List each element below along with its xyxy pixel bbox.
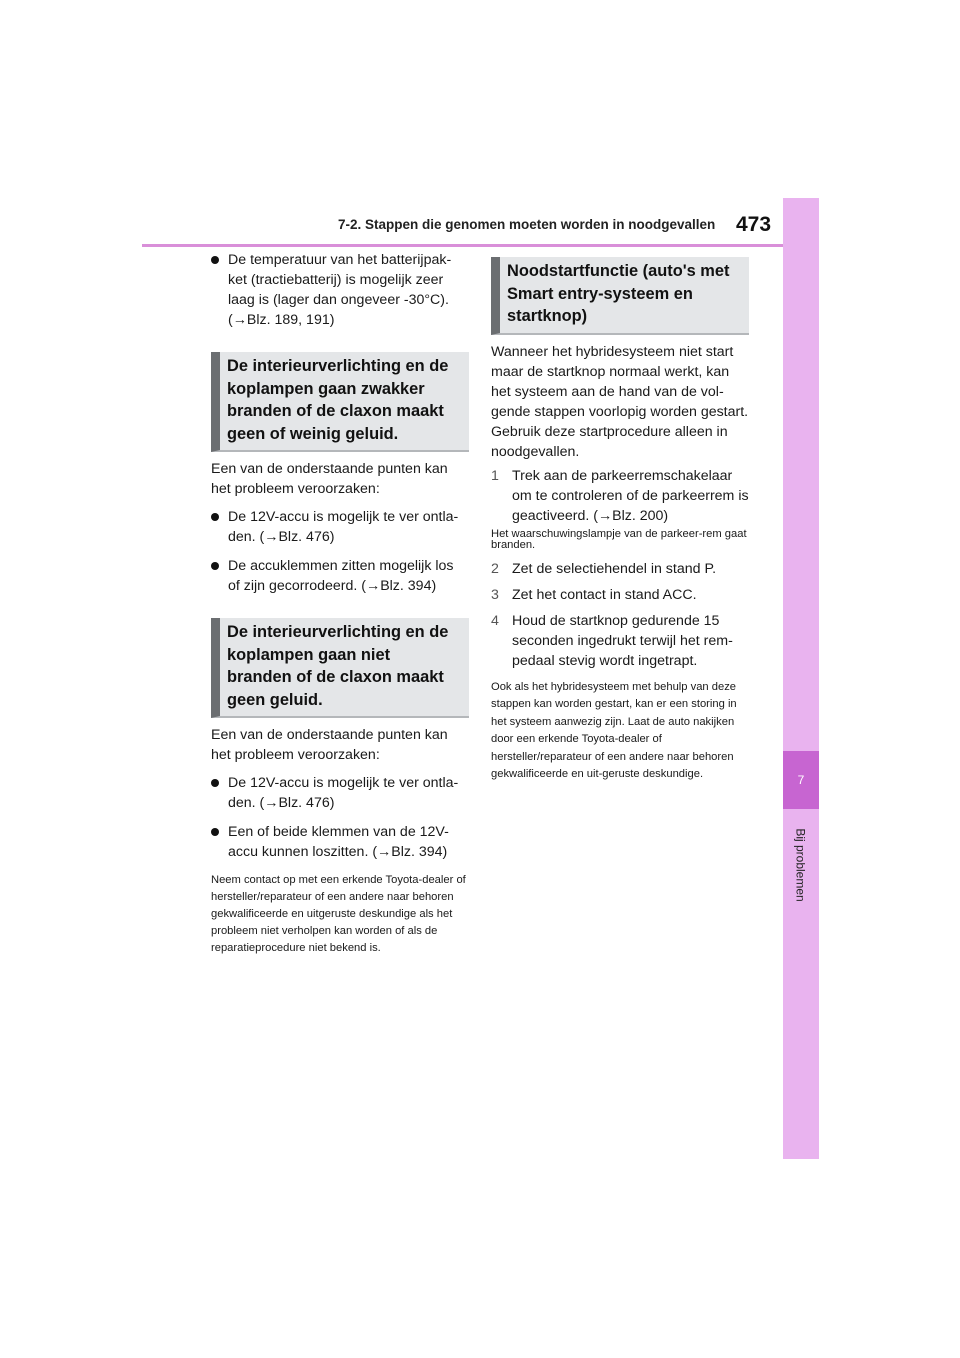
chapter-number-box bbox=[783, 751, 819, 809]
step-number: 2 bbox=[491, 560, 499, 577]
section-heading-box bbox=[211, 618, 469, 718]
bullet-dot-icon bbox=[211, 256, 219, 264]
section-heading: Noodstartfunctie (auto's met Smart entry-systeem en startknop) bbox=[507, 262, 730, 325]
page-header-title: 7-2. Stappen die genomen moeten worden in noodgevallen bbox=[338, 217, 716, 232]
section-heading-box bbox=[211, 352, 469, 452]
bullet-dot-icon bbox=[211, 562, 219, 570]
header-divider bbox=[142, 244, 783, 247]
step-item bbox=[491, 611, 749, 671]
page-number: 473 bbox=[736, 213, 772, 236]
chapter-side-tab bbox=[783, 198, 819, 1159]
step-text: Houd de startknop gedurende 15 seconden ingedrukt terwijl het rem-pedaal stevig wordt ingetrapt. bbox=[512, 612, 733, 669]
section-heading: De interieurverlichting en de koplampen gaan zwakker branden of de claxon maakt geen of weinig geluid. bbox=[227, 357, 449, 443]
chapter-number: 7 bbox=[797, 773, 805, 787]
bullet-dot-icon bbox=[211, 513, 219, 521]
bullet-dot-icon bbox=[211, 828, 219, 836]
intro-bullet bbox=[211, 250, 469, 330]
chapter-label-container bbox=[778, 820, 824, 910]
section-heading: De interieurverlichting en de koplampen gaan niet branden of de claxon maakt geen geluid. bbox=[227, 623, 449, 709]
bullet-text: De 12V-accu is mogelijk te ver ontla-den. (→Blz. 476) bbox=[228, 775, 459, 811]
bullet-text: De temperatuur van het batterijpak-ket (tractiebatterij) is mogelijk zeer laag is (lager dan ongeveer -30°C). (→Blz. 189, 191) bbox=[228, 252, 452, 328]
left-column bbox=[211, 250, 469, 957]
step-text: Trek aan de parkeerremschakelaar om te controleren of de parkeerrem is geactiveerd. (→Blz. 200) bbox=[512, 467, 749, 524]
section-note: Neem contact op met een erkende Toyota-dealer of hersteller/reparateur of een andere naar behoren gekwalificeerde en uitgeruste deskundige als het probleem niet verholpen kan worden of als de reparatieprocedure niet bekend is. bbox=[211, 874, 466, 954]
bullet-text: Een of beide klemmen van de 12V-accu kunnen loszitten. (→Blz. 394) bbox=[228, 824, 449, 860]
section-intro: Een van de onderstaande punten kan het probleem veroorzaken: bbox=[211, 461, 448, 497]
step-number: 1 bbox=[491, 467, 499, 484]
step-item bbox=[491, 559, 749, 579]
bullet-text: De accuklemmen zitten mogelijk los of zijn gecorrodeerd. (→Blz. 394) bbox=[228, 558, 454, 594]
step-item bbox=[491, 466, 749, 526]
section-heading-box bbox=[491, 257, 749, 335]
section-intro-emergency: Gebruik deze startprocedure alleen in noodgevallen. bbox=[491, 423, 728, 460]
list-item bbox=[211, 556, 469, 596]
section-note: Ook als het hybridesysteem met behulp van deze stappen kan worden gestart, kan er een storing in het systeem aanwezig zijn. Laat de auto nakijken door een erkende Toyota-dealer of hersteller/reparateur of een andere naar behoren gekwalificeerde en uit-geruste deskundige. bbox=[491, 680, 737, 780]
list-item bbox=[211, 773, 469, 813]
step-number: 4 bbox=[491, 612, 499, 629]
step-item bbox=[491, 585, 749, 605]
bullet-dot-icon bbox=[211, 779, 219, 787]
list-item bbox=[211, 507, 469, 547]
step-note: Het waarschuwingslampje van de parkeer-rem gaat branden. bbox=[491, 527, 747, 551]
right-column bbox=[491, 257, 749, 784]
list-item bbox=[211, 822, 469, 862]
step-number: 3 bbox=[491, 586, 499, 603]
section-intro: Een van de onderstaande punten kan het probleem veroorzaken: bbox=[211, 727, 448, 763]
section-intro: Wanneer het hybridesysteem niet start maar de startknop normaal werkt, kan het systeem aan de hand van de vol-gende stappen voorlopig worden gestart. bbox=[491, 343, 749, 420]
step-text: Zet de selectiehendel in stand P. bbox=[512, 560, 717, 577]
step-text: Zet het contact in stand ACC. bbox=[512, 586, 697, 603]
chapter-label: Bij problemen bbox=[794, 828, 808, 902]
bullet-text: De 12V-accu is mogelijk te ver ontla-den. (→Blz. 476) bbox=[228, 509, 459, 545]
